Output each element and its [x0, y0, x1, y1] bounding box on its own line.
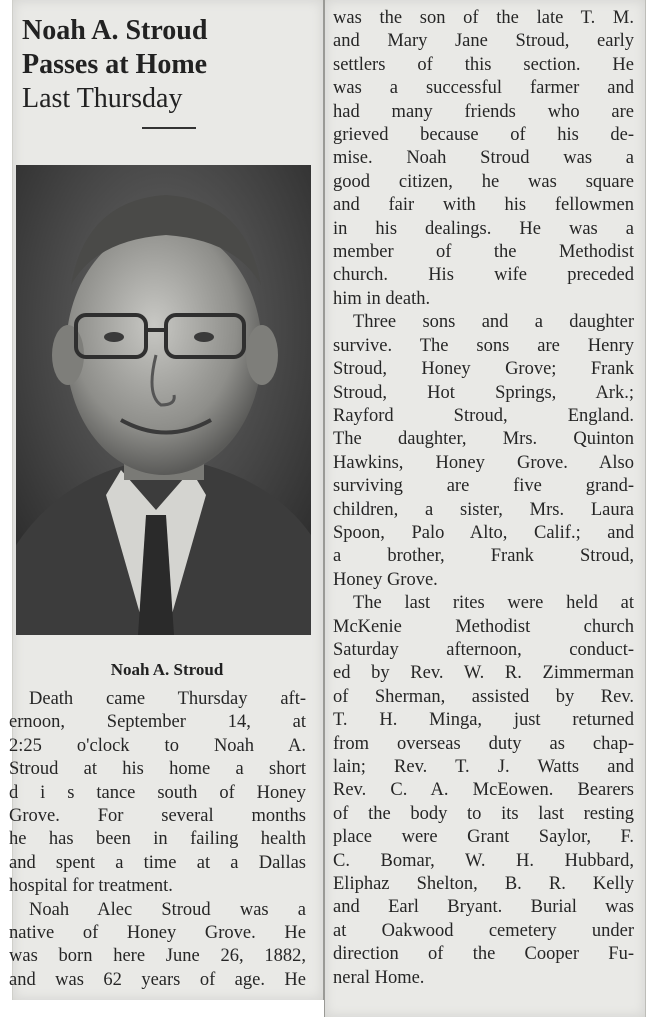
headline — [22, 14, 312, 116]
text-line: had many friends who are — [333, 101, 634, 122]
text-line: at Oakwood cemetery under — [333, 920, 634, 941]
text-line: Honey Grove. — [333, 569, 438, 590]
text-line: The last rites were held at — [353, 593, 634, 614]
text-line: of the body to its last resting — [333, 803, 634, 824]
portrait-photo — [16, 165, 311, 635]
text-line: 2:25 o'clock to Noah A. — [9, 735, 306, 756]
text-line: neral Home. — [333, 967, 425, 988]
headline-line: Passes at Home — [22, 49, 208, 80]
text-line: The daughter, Mrs. Quinton — [333, 429, 634, 450]
text-line: Three sons and a daughter — [353, 312, 634, 333]
text-line: Grove. For several months — [9, 806, 306, 827]
text-line: member of the Methodist — [333, 242, 634, 263]
text-line: Rayford Stroud, England. — [333, 405, 634, 426]
text-line: Death came Thursday aft- — [29, 689, 306, 709]
text-line: McKenie Methodist church — [333, 616, 634, 637]
text-line: C. Bomar, W. H. Hubbard, — [333, 850, 634, 871]
text-line: church. His wife preceded — [333, 265, 634, 286]
text-line: of Sherman, assisted by Rev. — [333, 686, 634, 707]
text-line: Stroud at his home a short — [9, 759, 306, 780]
photo-caption: Noah A. Stroud — [110, 660, 224, 679]
text-line: and spent a time at a Dallas — [9, 852, 306, 873]
headline-line: Noah A. Stroud — [22, 15, 208, 46]
text-line: settlers of this section. He — [333, 54, 634, 75]
text-line: Eliphaz Shelton, B. R. Kelly — [333, 874, 634, 895]
text-line: native of Honey Grove. He — [9, 923, 306, 944]
text-line: from overseas duty as chap- — [333, 733, 634, 754]
text-line: T. H. Minga, just returned — [333, 710, 634, 731]
text-line: and was 62 years of age. He — [9, 969, 306, 990]
text-line: was a successful farmer and — [333, 78, 634, 99]
text-line: place were Grant Saylor, F. — [333, 827, 634, 848]
text-line: in his dealings. He was a — [333, 218, 634, 239]
text-line: ernoon, September 14, at — [9, 712, 306, 733]
text-line: lain; Rev. T. J. Watts and — [333, 757, 634, 777]
text-line: direction of the Cooper Fu- — [333, 944, 634, 965]
text-line: and Earl Bryant. Burial was — [333, 897, 634, 918]
text-line: Saturday afternoon, conduct- — [333, 639, 634, 660]
text-line: Hawkins, Honey Grove. Also — [333, 452, 634, 473]
text-line: and Mary Jane Stroud, early — [333, 31, 634, 52]
headline-line: Last Thursday — [22, 83, 183, 114]
text-line: grieved because of his de- — [333, 125, 634, 146]
text-line: Rev. C. A. McEowen. Bearers — [333, 780, 634, 801]
text-line: Noah Alec Stroud was a — [29, 899, 306, 920]
text-line: Stroud, Honey Grove; Frank — [333, 359, 634, 380]
text-line: and fair with his fellowmen — [333, 195, 634, 216]
text-line: Stroud, Hot Springs, Ark.; — [333, 382, 634, 403]
text-line: him in death. — [333, 288, 431, 309]
text-line: was the son of the late T. M. — [333, 8, 634, 28]
portrait-image — [16, 165, 311, 635]
text-line: was born here June 26, 1882, — [9, 946, 306, 967]
text-line: hospital for treatment. — [9, 876, 173, 897]
right-column-text — [333, 7, 634, 990]
left-column-text — [9, 688, 306, 992]
text-line: good citizen, he was square — [333, 171, 634, 192]
text-line: he has been in failing health — [9, 829, 306, 850]
text-line: surviving are five grand- — [333, 476, 634, 497]
text-line: ed by Rev. W. R. Zimmerman — [333, 663, 634, 684]
text-line: mise. Noah Stroud was a — [333, 148, 634, 169]
text-line: a brother, Frank Stroud, — [333, 546, 634, 567]
text-line: survive. The sons are Henry — [333, 335, 634, 356]
text-line: d i s tance south of Honey — [9, 782, 306, 803]
text-line: Spoon, Palo Alto, Calif.; and — [333, 522, 634, 543]
text-line: children, a sister, Mrs. Laura — [333, 499, 634, 520]
headline-rule — [142, 127, 196, 129]
